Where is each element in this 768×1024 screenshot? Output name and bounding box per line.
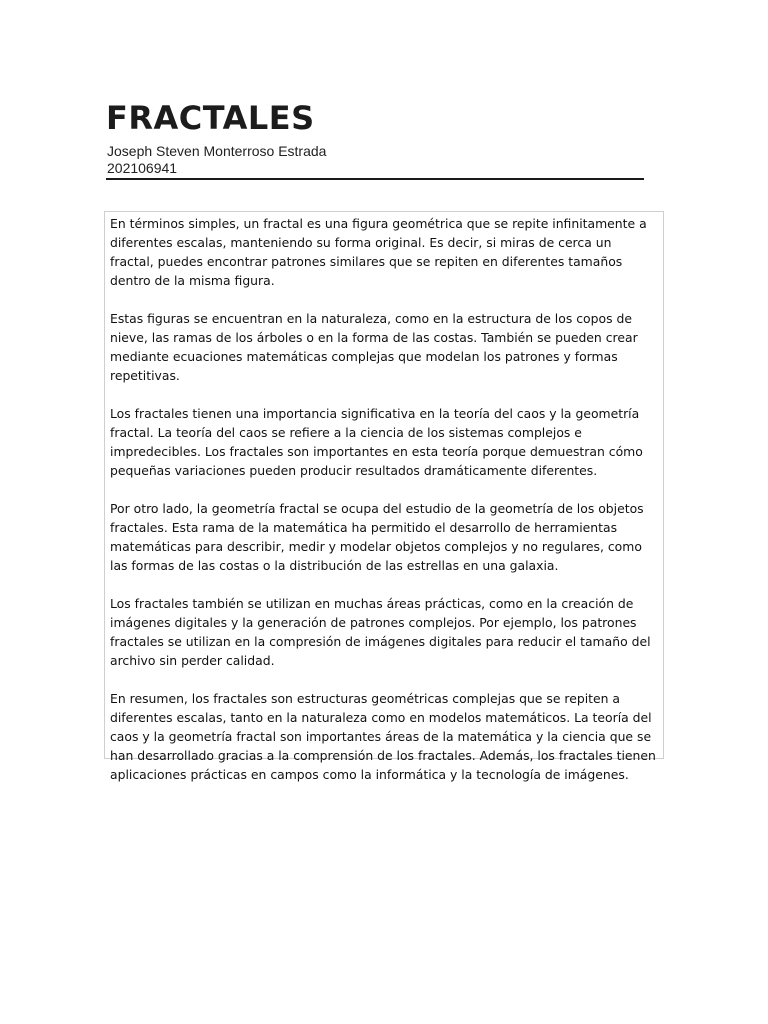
- body-text-box: [104, 211, 664, 782]
- paragraph-1: En términos simples, un fractal es una figura geométrica que se repite infinitamente a diferentes escalas, manteniendo su forma original. Es decir, si miras de cerca un fractal, puedes encontrar patrones similares que se repiten en diferentes tamaños dentro de la misma figura.: [110, 216, 647, 288]
- paragraph-6: En resumen, los fractales son estructuras geométricas complejas que se repiten a diferentes escalas, tanto en la naturaleza como en modelos matemáticos. La teoría del caos y la geometría fractal son importantes áreas de la matemática y la ciencia que se han desarrollado gracias a la comprensión de los fractales. Además, los fractales tienen aplicaciones prácticas en campos como la informática y la tecnología de imágenes.: [110, 691, 656, 782]
- paragraph-5: Los fractales también se utilizan en muchas áreas prácticas, como en la creación de imágenes digitales y la generación de patrones complejos. Por ejemplo, los patrones fractales se utilizan en la compresión de imágenes digitales para reducir el tamaño del archivo sin perder calidad.: [110, 596, 651, 668]
- document-title: FRACTALES: [106, 99, 315, 137]
- paragraph-4: Por otro lado, la geometría fractal se ocupa del estudio de la geometría de los objetos fractales. Esta rama de la matemática ha permitido el desarrollo de herramientas matemáticas para describir, medir y modelar objetos complejos y no regulares, como las formas de las costas o la distribución de las estrellas en una galaxia.: [110, 501, 644, 573]
- paragraph-2: Estas figuras se encuentran en la naturaleza, como en la estructura de los copos de nieve, las ramas de los árboles o en la forma de las costas. También se pueden crear mediante ecuaciones matemáticas complejas que modelan los patrones y formas repetitivas.: [110, 311, 638, 383]
- author-name: Joseph Steven Monterroso Estrada: [107, 143, 327, 159]
- student-id: 202106941: [107, 160, 178, 176]
- header-divider: [106, 178, 644, 180]
- paragraph-3: Los fractales tienen una importancia significativa en la teoría del caos y la geometría fractal. La teoría del caos se refiere a la ciencia de los sistemas complejos e impredecibles. Los fractales son importantes en esta teoría porque demuestran cómo pequeñas variaciones pueden producir resultados dramáticamente diferentes.: [110, 406, 643, 478]
